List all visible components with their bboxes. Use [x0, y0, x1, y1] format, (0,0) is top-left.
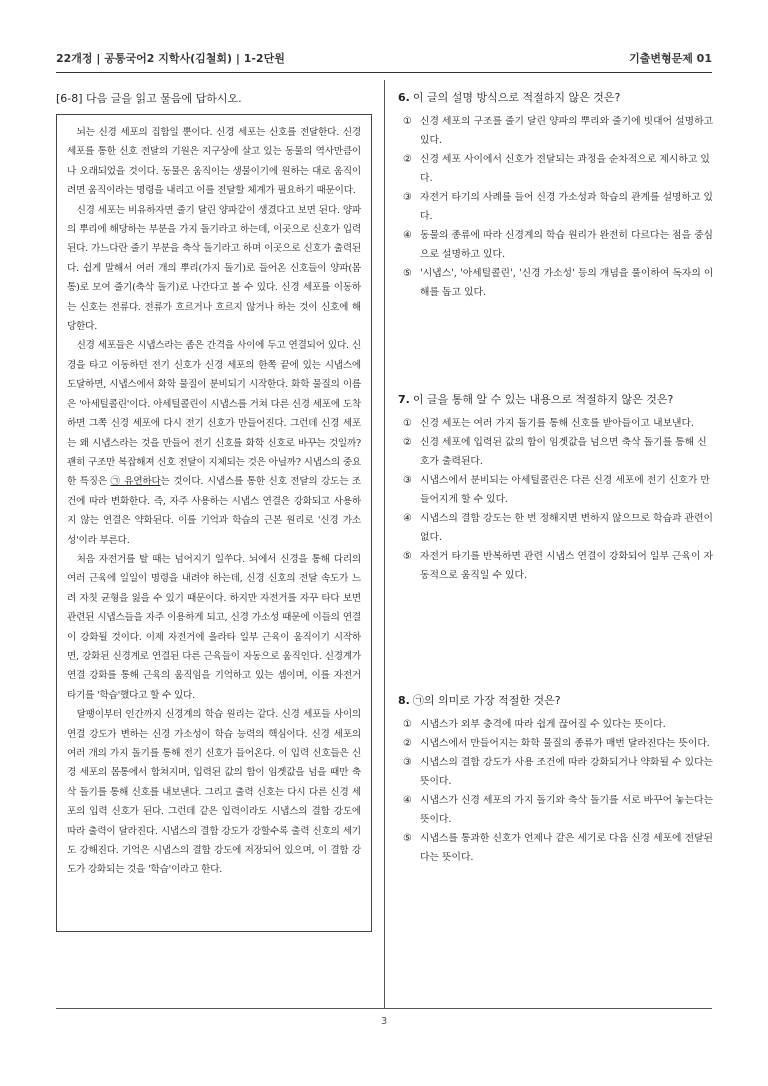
option-text: 신경 세포의 구조를 줄기 달린 양파의 뿌리와 줄기에 빗대어 설명하고 있다.: [420, 116, 714, 146]
option-item[interactable]: [398, 509, 716, 547]
header-course-info: 22개정 | 공통국어2 지학사(김철회) | 1-2단원: [56, 52, 285, 65]
option-marker: ④: [403, 513, 412, 524]
option-text: 시냅스를 통과한 신호가 언제나 같은 세기로 다음 신경 세포에 전달된다는 뜻이다.: [420, 833, 714, 863]
option-marker: ④: [403, 795, 412, 806]
passage-box: [56, 114, 372, 932]
passage-paragraph-4: 처음 자전거를 탈 때는 넘어지기 일쑤다. 뇌에서 신경을 통해 다리의 여러 근육에 일일이 명령을 내려야 하는데, 신경 신호의 전달 속도가 느려 자칫 균형을 잃을 수 있기 때문이다. 하지만 자전거를 자꾸 타다 보면 관련된 시냅스들을 자주 이용하게 되고, 신경 가소성 때문에 이들의 연결이 강화될 것이다. 이제 자전거에 올라타 일부 근육이 움직이기 시작하면, 강화된 신경계로 연결된 다른 근육들이 자동으로 움직인다. 신경계가 연결 강화를 통해 근육의 움직임을 기억하고 있는 셈이며, 이를 자전거 타기를 '학습'했다고 할 수 있다.: [67, 553, 361, 701]
option-marker: ⑤: [403, 551, 412, 562]
question-stem: [398, 392, 716, 408]
passage-paragraph-5: 달팽이부터 인간까지 신경계의 학습 원리는 같다. 신경 세포들 사이의 연결 강도가 변하는 신경 가소성이 학습 능력의 핵심이다. 신경 세포의 여러 개의 가지 돌기를 통해 전기 신호가 들어온다. 이 입력 신호들은 신경 세포의 몸통에서 합쳐지며, 입력된 값의 합이 임곗값을 넘을 때만 축삭 돌기를 통해 신호를 내보낸다. 그리고 출력 신호는 다시 다른 신경 세포의 입력 신호가 된다. 그런데 같은 입력이라도 시냅스의 결합 강도에 따라 출력이 달라진다. 시냅스의 결합 강도가 강할수록 출력 신호의 세기도 강해진다. 기억은 시냅스의 결합 강도에 저장되어 있으며, 이 결합 강도가 강화되는 것을 '학습'이라고 한다.: [67, 709, 361, 876]
option-item[interactable]: [398, 715, 716, 734]
option-marker: ①: [403, 719, 412, 730]
passage-p3-end: 는 것이다. 시냅스를 통한 신호 전달의 강도는 조건에 따라 변화한다. 즉, 자주 사용하는 시냅스 연결은 강화되고 사용하지 않는 연결은 약화된다. 이를 기억과 학습의 근본 원리로 '신경 가소성'이라 부른다.: [67, 476, 361, 546]
option-text: 자전거 타기의 사례를 들어 신경 가소성과 학습의 관계를 설명하고 있다.: [420, 192, 714, 222]
passage-paragraph-2: 신경 세포는 비유하자면 줄기 달린 양파같이 생겼다고 보면 된다. 양파의 뿌리에 해당하는 부분을 가지 돌기라고 하는데, 이곳으로 신호가 입력된다. 가느다란 줄기 부분을 축삭 돌기라고 하며 이곳으로 신호가 출력된다. 쉽게 말해서 여러 개의 뿌리(가지 돌기)로 들어온 신호들이 양파(몸통)로 모여 줄기(축삭 돌기)로 나간다고 볼 수 있다. 신경 세포를 이동하는 신호는 전류다. 전류가 흐르거나 흐르지 않거나 하는 것이 신호에 해당한다.: [67, 204, 361, 333]
option-text: 신경 세포 사이에서 신호가 전달되는 과정을 순차적으로 제시하고 있다.: [420, 154, 710, 184]
option-text: 동물의 종류에 따라 신경계의 학습 원리가 완전히 다르다는 점을 중심으로 설명하고 있다.: [420, 230, 714, 260]
option-text: 자전거 타기를 반복하면 관련 시냅스 연결이 강화되어 일부 근육이 자동적으로 움직일 수 있다.: [420, 551, 714, 581]
header-rule: [56, 72, 712, 73]
option-marker: ①: [403, 418, 412, 429]
option-item[interactable]: [398, 791, 716, 829]
question-text: ㉠의 의미로 가장 적절한 것은?: [412, 694, 561, 707]
option-marker: ②: [403, 437, 412, 448]
option-item[interactable]: [398, 112, 716, 150]
option-text: '시냅스', '아세틸콜린', '신경 가소성' 등의 개념을 풀이하여 독자의 이해를 돕고 있다.: [420, 268, 714, 298]
question-number: 6.: [398, 91, 410, 104]
passage-paragraph-3: [67, 336, 361, 549]
instruction: [6-8] 다음 글을 읽고 물음에 답하시오.: [56, 92, 242, 105]
option-item[interactable]: [398, 226, 716, 264]
header-exam-title: 기출변형문제 01: [629, 52, 712, 65]
option-marker: ①: [403, 116, 412, 127]
option-item[interactable]: [398, 471, 716, 509]
option-item[interactable]: [398, 829, 716, 867]
option-text: 시냅스의 결합 강도가 사용 조건에 따라 강화되거나 약화될 수 있다는 뜻이다.: [420, 757, 714, 787]
option-item[interactable]: [398, 547, 716, 585]
option-item[interactable]: [398, 433, 716, 471]
option-marker: ②: [403, 154, 412, 165]
question-stem: [398, 693, 716, 709]
question-stem: [398, 90, 716, 106]
question-number: 8.: [398, 694, 410, 707]
option-marker: ④: [403, 230, 412, 241]
option-text: 신경 세포는 여러 가지 돌기를 통해 신호를 받아들이고 내보낸다.: [420, 418, 695, 429]
option-item[interactable]: [398, 753, 716, 791]
underlined-marker: ㉠ 유연하다: [110, 476, 161, 488]
option-marker: ②: [403, 738, 412, 749]
option-item[interactable]: [398, 188, 716, 226]
question-number: 7.: [398, 393, 410, 406]
page-number: 3: [380, 1016, 388, 1027]
footer-rule: [56, 1008, 712, 1009]
option-item[interactable]: [398, 150, 716, 188]
option-marker: ⑤: [403, 833, 412, 844]
column-divider: [384, 80, 385, 1008]
option-marker: ③: [403, 757, 412, 768]
option-list: [398, 715, 716, 867]
passage-column: [56, 90, 372, 932]
page-header: [56, 50, 712, 70]
option-text: 시냅스가 신경 세포의 가지 돌기와 축삭 돌기를 서로 바꾸어 놓는다는 뜻이다.: [420, 795, 714, 825]
option-text: 시냅스에서 분비되는 아세틸콜린은 다른 신경 세포에 전기 신호가 만들어지게 할 수 있다.: [420, 475, 710, 505]
question-6: [398, 90, 716, 302]
option-item[interactable]: [398, 264, 716, 302]
option-list: [398, 112, 716, 302]
option-text: 시냅스의 결합 강도는 한 번 정해지면 변하지 않으므로 학습과 관련이 없다.: [420, 513, 714, 543]
option-text: 신경 세포에 입력된 값의 합이 임곗값을 넘으면 축삭 돌기를 통해 신호가 출력된다.: [420, 437, 707, 467]
question-text: 이 글의 설명 방식으로 적절하지 않은 것은?: [412, 91, 621, 104]
question-8: [398, 693, 716, 867]
option-list: [398, 414, 716, 585]
question-text: 이 글을 통해 알 수 있는 내용으로 적절하지 않은 것은?: [412, 393, 674, 406]
option-marker: ③: [403, 475, 412, 486]
option-marker: ⑤: [403, 268, 412, 279]
passage-paragraph-1: 뇌는 신경 세포의 집합일 뿐이다. 신경 세포는 신호를 전달한다. 신경 세포를 통한 신호 전달의 기원은 지구상에 살고 있는 동물의 역사만큼이나 오래되었을 것이다. 동물은 움직이는 생물이기에 원하는 대로 움직이려면 움직이라는 명령을 내리고 이를 전달할 체계가 필요하기 때문이다.: [67, 127, 361, 197]
option-item[interactable]: [398, 414, 716, 433]
passage-p3-start: 신경 세포들은 시냅스라는 좁은 간격을 사이에 두고 연결되어 있다. 신경을 타고 이동하던 전기 신호가 신경 세포의 한쪽 끝에 있는 시냅스에 도달하면, 시냅스에서 화학 물질이 분비되기 시작한다. 화학 물질의 이름은 '아세틸콜린'이다. 아세틸콜린이 시냅스를 거쳐 다른 신경 세포에 도착하면 그쪽 신경 세포에 다시 전기 신호가 만들어진다. 그런데 신경 세포는 왜 시냅스라는 것을 만들어 전기 신호를 화학 신호로 바꾸는 것일까? 괜히 구조만 복잡해져 신호 전달이 지체되는 것은 아닐까? 시냅스의 중요한 특징은: [67, 340, 361, 488]
option-marker: ③: [403, 192, 412, 203]
question-7: [398, 392, 716, 585]
option-item[interactable]: [398, 734, 716, 753]
option-text: 시냅스가 외부 충격에 따라 쉽게 끊어질 수 있다는 뜻이다.: [420, 719, 666, 730]
option-text: 시냅스에서 만들어지는 화학 물질의 종류가 매번 달라진다는 뜻이다.: [420, 738, 710, 749]
